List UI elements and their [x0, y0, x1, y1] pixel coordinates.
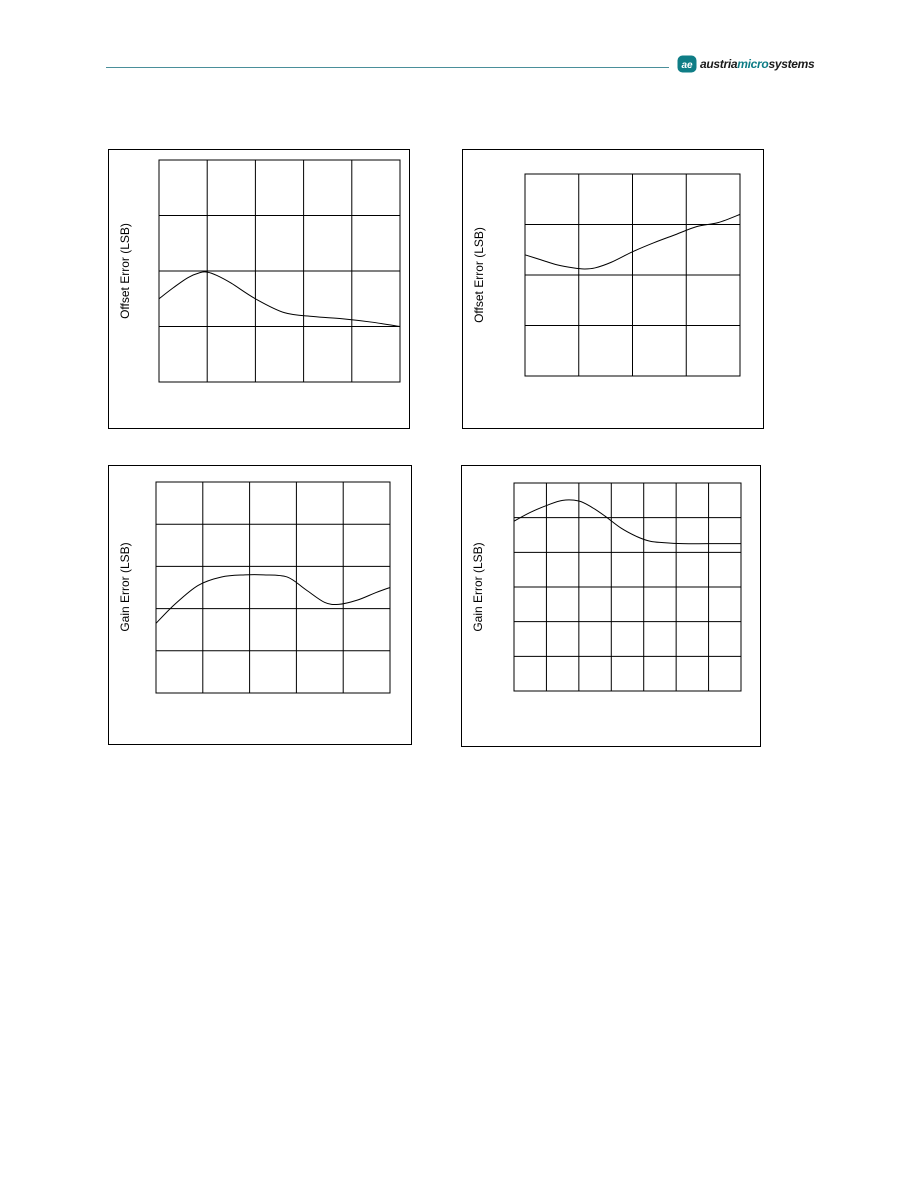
gain-error-chart-2 — [462, 466, 762, 748]
chart-panel-gain-error-1 — [108, 465, 412, 745]
series-line — [159, 272, 400, 327]
chart-panel-offset-error-2 — [462, 149, 764, 429]
svg-text:ae: ae — [681, 60, 693, 71]
brand-name: austriamicrosystems — [700, 57, 815, 71]
plot-area-frame — [156, 482, 390, 693]
chart-panel-gain-error-2 — [461, 465, 761, 747]
header-rule — [106, 67, 669, 68]
series-line — [156, 575, 390, 624]
series-line — [514, 500, 741, 544]
y-axis-label: Gain Error (LSB) — [118, 542, 132, 632]
gain-error-chart-1 — [109, 466, 413, 746]
ams-logo-icon — [677, 55, 697, 73]
y-axis-label: Offset Error (LSB) — [472, 227, 486, 323]
offset-error-chart-2 — [463, 150, 765, 430]
company-logo — [677, 54, 814, 74]
chart-panel-offset-error-1 — [108, 149, 410, 429]
y-axis-label: Gain Error (LSB) — [471, 542, 485, 632]
offset-error-chart-1 — [109, 150, 411, 430]
y-axis-label: Offset Error (LSB) — [118, 223, 132, 319]
